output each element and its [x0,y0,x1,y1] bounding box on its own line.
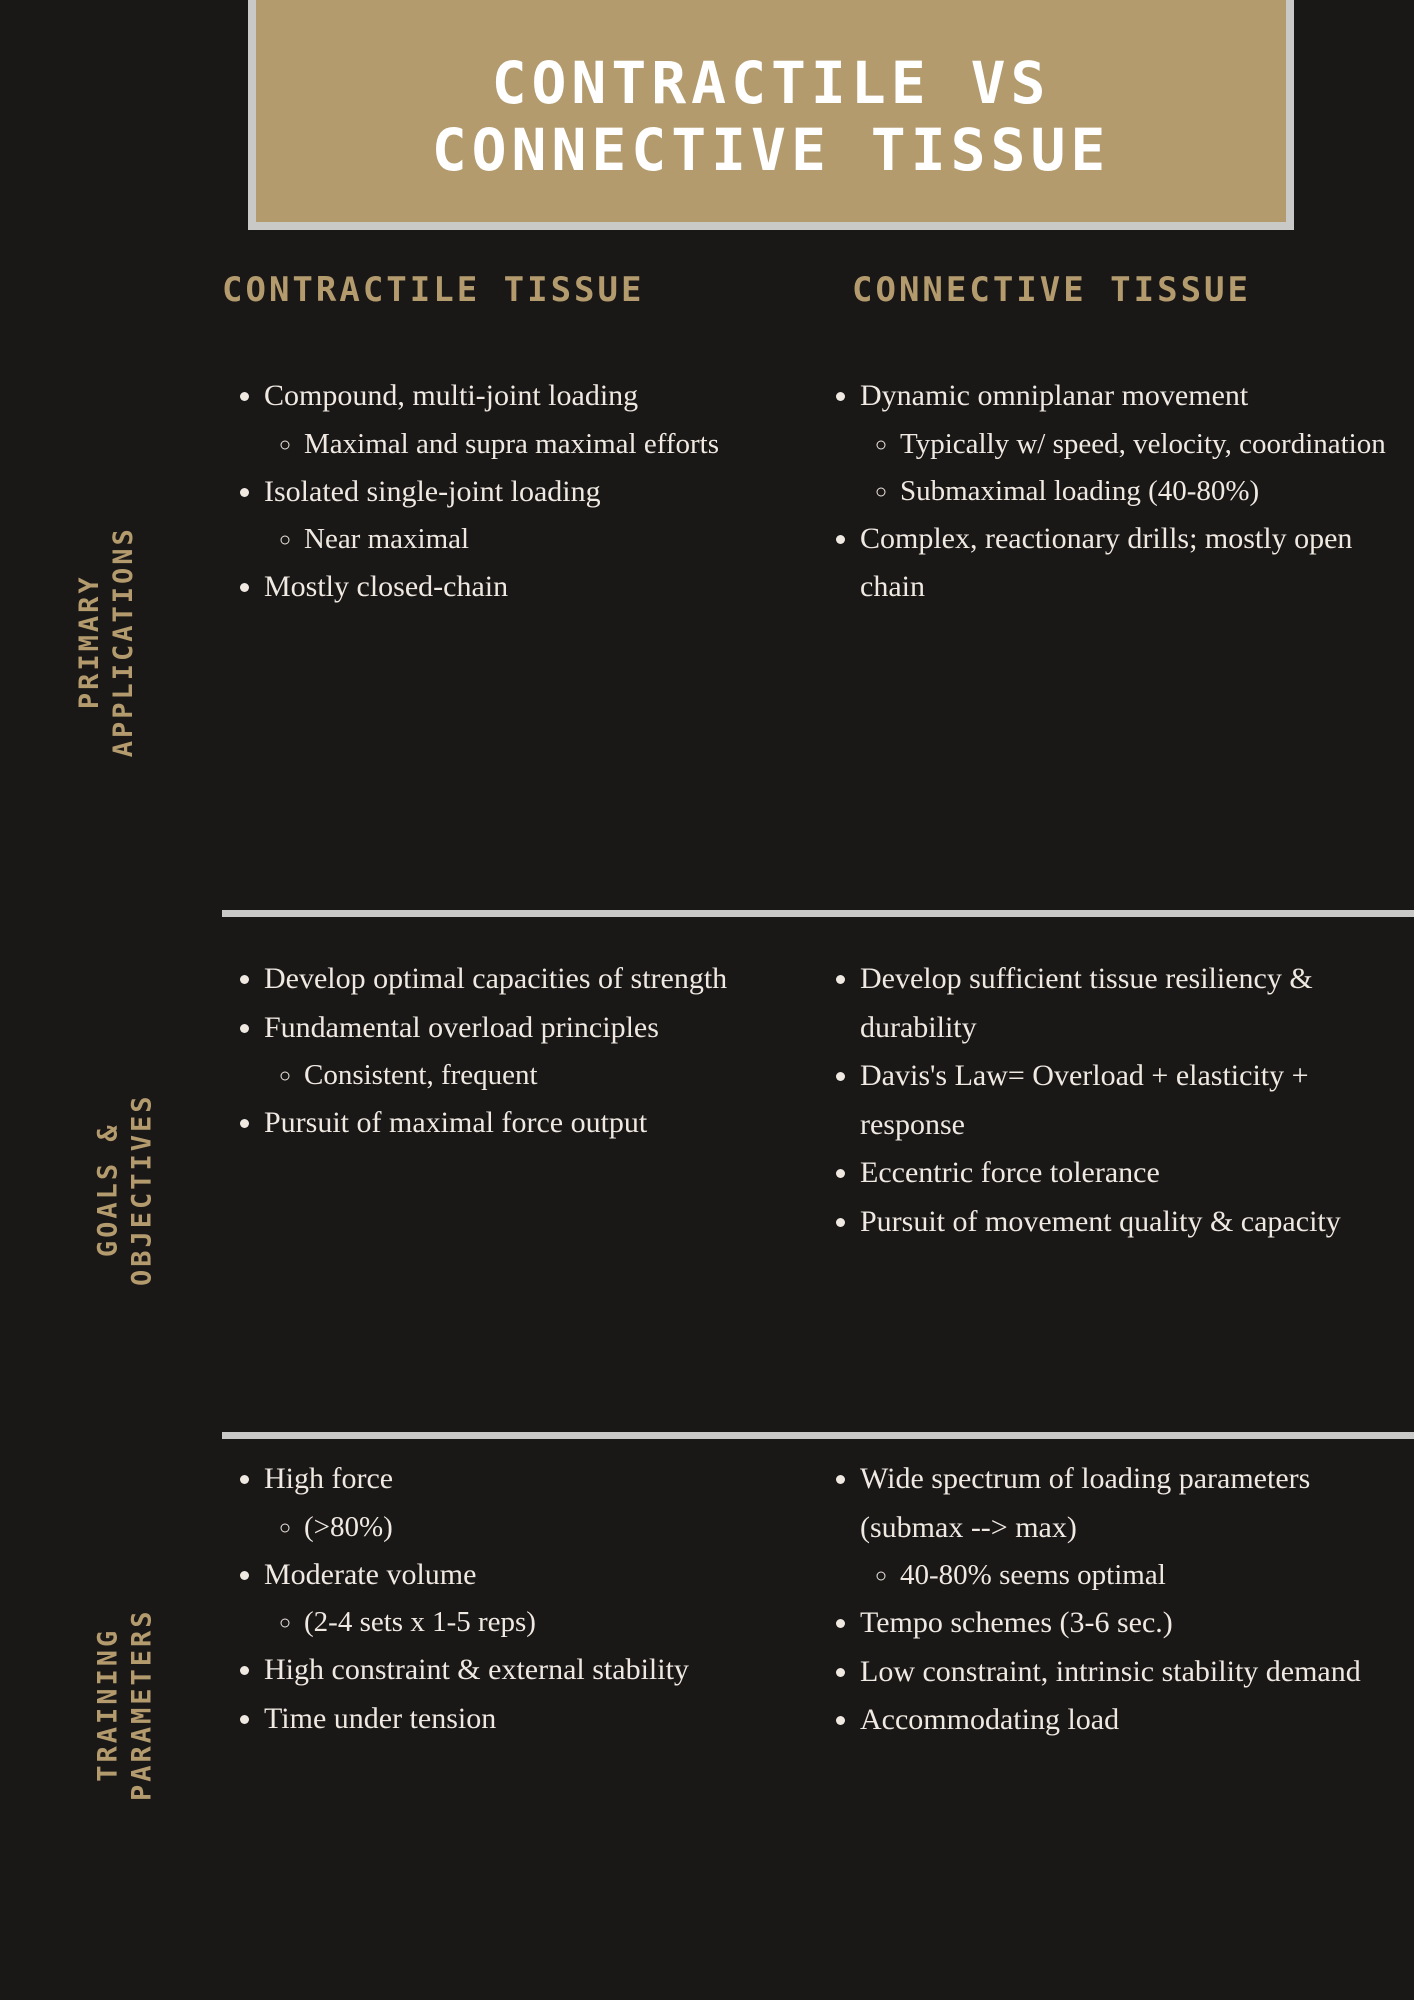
list-item-text: Dynamic omniplanar movement [860,379,1249,412]
list-item [264,468,800,564]
title-line-1: CONTRACTILE VS [491,49,1051,118]
section-label-line-2: PARAMETERS [126,1608,158,1802]
list-item [264,1455,800,1551]
list-item: • Davis's Law= Overload + elasticity + response [860,1052,1396,1149]
section-1-left-column [222,955,818,1425]
section-label-primary-applications [0,372,222,912]
section-2-left-column [222,1455,818,1955]
section-0-left-column [222,372,818,912]
section-2-right-column [818,1455,1414,1955]
list-item-text: Isolated single-joint loading [264,474,601,508]
section-divider [222,910,1414,917]
list-item-text: Wide spectrum of loading parameters (submax --> max) [860,1462,1311,1544]
list-item-text: High force [264,1462,394,1495]
section-label-goals-objectives [0,955,222,1425]
list-item [264,1004,800,1100]
section-0-right-column [818,372,1414,912]
list-item: • Eccentric force tolerance [860,1149,1396,1198]
list-item: • Complex, reactionary drills; mostly open chain [860,515,1396,612]
list-item [264,372,800,468]
section-label-line-2: OBJECTIVES [126,1093,158,1287]
list-item [264,1551,800,1647]
column-headers [0,270,1414,340]
list-item: ◦ 40-80% seems optimal [900,1552,1396,1599]
list-item: ◦ (2-4 sets x 1-5 reps) [304,1599,800,1646]
list-item: ◦ Typically w/ speed, velocity, coordination [900,421,1396,468]
section-label-line-1: TRAINING [92,1627,124,1783]
list-item: ◦ Consistent, frequent [304,1052,800,1099]
list-item: • Develop optimal capacities of strength [264,955,800,1004]
list-item [860,1455,1396,1599]
title-line-2: CONNECTIVE TISSUE [431,116,1111,184]
list-item: ◦ (>80%) [304,1504,800,1551]
list-item: ◦ Maximal and supra maximal efforts [304,421,800,468]
list-item: • Time under tension [264,1695,800,1744]
list-item: • Pursuit of maximal force output [264,1099,800,1148]
list-item: • Mostly closed-chain [264,563,800,612]
title-box [256,0,1286,222]
list-item [860,372,1396,515]
column-header-contractile: CONTRACTILE TISSUE [222,270,645,310]
list-item-text: Compound, multi-joint loading [264,379,639,412]
list-item: • High constraint & external stability [264,1646,800,1695]
section-label-training-parameters [0,1455,222,1955]
list-item: • Tempo schemes (3-6 sec.) [860,1599,1396,1648]
list-item: • Pursuit of movement quality & capacity [860,1198,1396,1247]
list-item-text: Moderate volume [264,1557,477,1591]
section-goals-objectives [0,955,1414,1425]
list-item: ◦ Submaximal loading (40-80%) [900,468,1396,515]
list-item: ◦ Near maximal [304,516,800,563]
section-training-parameters [0,1455,1414,1955]
section-label-line-1: PRIMARY [73,574,105,710]
list-item: • Accommodating load [860,1696,1396,1745]
title-frame [248,0,1294,230]
section-1-right-column [818,955,1414,1425]
column-header-connective: CONNECTIVE TISSUE [852,270,1251,310]
list-item: • Low constraint, intrinsic stability demand [860,1648,1396,1697]
section-label-line-2: APPLICATIONS [107,526,139,758]
section-label-line-1: GOALS & [92,1122,124,1258]
section-primary-applications [0,372,1414,912]
list-item-text: Fundamental overload principles [264,1010,659,1044]
list-item: • Develop sufficient tissue resiliency & durability [860,955,1396,1052]
section-divider [222,1432,1414,1439]
